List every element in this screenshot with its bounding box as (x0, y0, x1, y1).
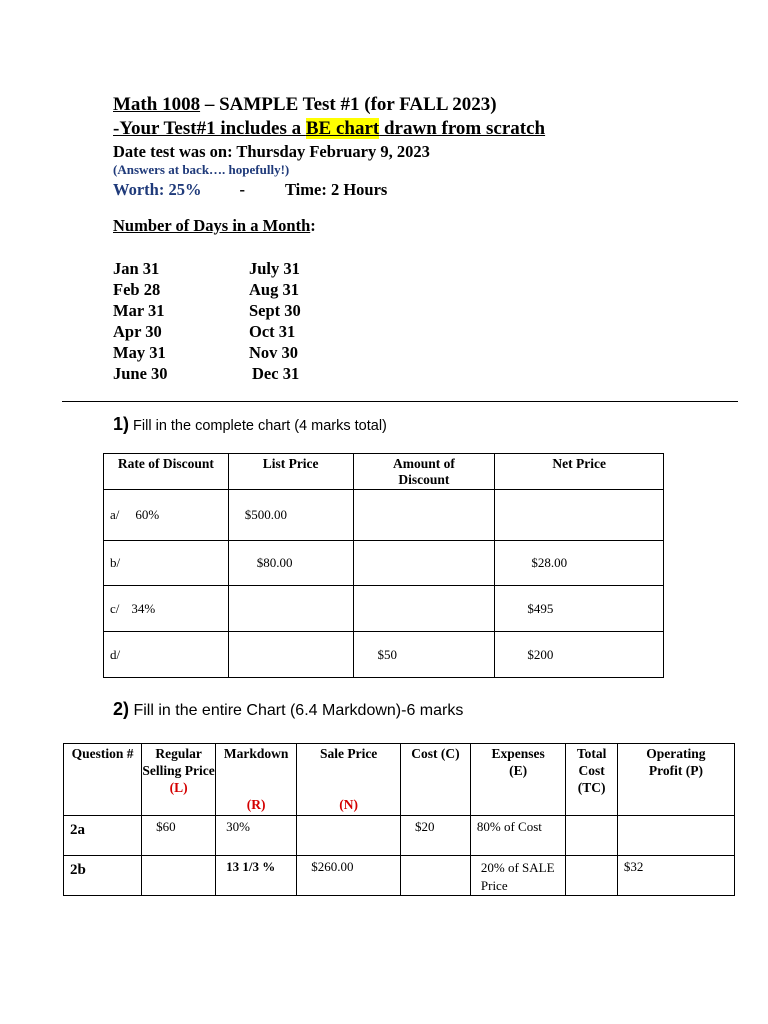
table-row (104, 490, 664, 541)
discount-table-header (104, 454, 664, 490)
header-markdown-symbol: (R) (246, 797, 266, 812)
header-total-cost (566, 744, 617, 816)
row-label: b/ (110, 555, 121, 570)
amount-cell[interactable]: $50 (353, 632, 495, 678)
days-title-text: Number of Days in a Month (113, 216, 311, 235)
rate-cell[interactable] (104, 586, 229, 632)
be-note-suffix: drawn from scratch (379, 118, 546, 139)
profit-cell[interactable]: $32 (617, 856, 734, 896)
row-label: c/ (110, 600, 120, 616)
list-price-cell[interactable]: $500.00 (228, 490, 353, 541)
rsp-cell[interactable] (142, 856, 216, 896)
month-jan: Jan 31 (113, 259, 160, 278)
net-price-cell[interactable]: $200 (495, 632, 664, 678)
header-sale-symbol: (N) (339, 797, 359, 812)
month-oct: Oct 31 (249, 322, 296, 341)
header-expenses-text: Expenses (E) (491, 746, 545, 778)
cost-cell[interactable]: $20 (401, 816, 471, 856)
section-divider (62, 401, 738, 402)
table-row (104, 541, 664, 586)
markdown-table (63, 743, 735, 896)
month-aug: Aug 31 (249, 280, 299, 299)
header-profit-text: Operating Profit (P) (646, 746, 706, 778)
be-note-prefix: -Your Test#1 includes a (113, 118, 306, 139)
cost-cell[interactable] (401, 856, 471, 896)
header-rate-of-discount: Rate of Discount (104, 454, 229, 490)
days-in-month-title (113, 216, 316, 236)
list-price-cell[interactable] (228, 632, 353, 678)
header-question-text: Question # (71, 746, 134, 761)
test-title (113, 94, 497, 116)
worth-time-line (113, 180, 387, 200)
header-tc-text: Total Cost (TC) (576, 746, 607, 795)
header-cost-text: Cost (C) (411, 746, 460, 761)
answers-note: (Answers at back…. hopefully!) (113, 162, 290, 177)
time-label: Time: 2 Hours (284, 180, 388, 199)
question-cell: 2a (64, 816, 142, 856)
rsp-cell[interactable]: $60 (142, 816, 216, 856)
days-title-colon: : (310, 216, 316, 235)
header-net-price: Net Price (495, 454, 664, 490)
header-list-price: List Price (228, 454, 353, 490)
month-apr: Apr 30 (113, 322, 162, 341)
table-row (104, 632, 664, 678)
month-dec: Dec 31 (252, 364, 300, 383)
q1-text: Fill in the complete chart (4 marks total) (129, 418, 387, 434)
q1-title (113, 414, 387, 435)
test-name: SAMPLE Test #1 (for FALL 2023) (219, 94, 497, 115)
markdown-table-header (64, 744, 735, 816)
question-cell: 2b (64, 856, 142, 896)
title-dash: – (200, 94, 220, 115)
month-feb: Feb 28 (113, 280, 161, 299)
header-markdown (216, 744, 297, 816)
sale-price-cell[interactable] (297, 816, 401, 856)
worth-label: Worth: 25% (113, 180, 202, 199)
net-price-cell[interactable] (495, 490, 664, 541)
month-mar: Mar 31 (113, 301, 165, 320)
expenses-cell[interactable]: 20% of SALE Price (470, 856, 566, 896)
q2-title (113, 699, 463, 720)
expenses-cell[interactable]: 80% of Cost (470, 816, 566, 856)
total-cost-cell[interactable] (566, 816, 617, 856)
amount-cell[interactable] (353, 541, 495, 586)
row-label: d/ (110, 646, 121, 662)
q2-number: 2) (113, 699, 130, 719)
list-price-cell[interactable] (228, 586, 353, 632)
worth-separator: - (239, 180, 245, 199)
test-date: Date test was on: Thursday February 9, 2023 (113, 142, 430, 161)
month-sep: Sept 30 (249, 301, 301, 320)
q2-text: Fill in the entire Chart (6.4 Markdown)-6 marks (129, 702, 464, 719)
rate-value: 34% (131, 600, 156, 616)
rate-cell[interactable] (104, 541, 229, 586)
q1-number: 1) (113, 414, 130, 434)
row-label: a/ (110, 507, 120, 522)
be-chart-highlight: BE chart (305, 118, 380, 139)
net-price-cell[interactable]: $495 (495, 586, 664, 632)
profit-cell[interactable] (617, 816, 734, 856)
table-row (64, 816, 735, 856)
header-expenses (470, 744, 566, 816)
net-price-cell[interactable]: $28.00 (495, 541, 664, 586)
rate-cell[interactable] (104, 632, 229, 678)
header-cost (401, 744, 471, 816)
list-price-cell[interactable]: $80.00 (228, 541, 353, 586)
amount-cell[interactable] (353, 586, 495, 632)
amount-cell[interactable] (353, 490, 495, 541)
header-operating-profit (617, 744, 734, 816)
discount-table (103, 453, 664, 678)
header-regular-selling-price (142, 744, 216, 816)
header-amount-of-discount: Amount of Discount (353, 454, 495, 490)
markdown-cell[interactable]: 13 1/3 % (216, 856, 297, 896)
table-row (104, 586, 664, 632)
sale-price-cell[interactable]: $260.00 (297, 856, 401, 896)
rate-value: 60% (135, 507, 160, 522)
header-rsp-text: Regular Selling Price (142, 746, 215, 778)
header-rsp-symbol: (L) (169, 780, 188, 795)
header-question (64, 744, 142, 816)
be-chart-note (113, 118, 545, 140)
month-jun: June 30 (113, 364, 168, 383)
table-row (64, 856, 735, 896)
rate-cell[interactable] (104, 490, 229, 541)
total-cost-cell[interactable] (566, 856, 617, 896)
markdown-cell[interactable]: 30% (216, 816, 297, 856)
header-markdown-text: Markdown (223, 746, 289, 761)
course-code: Math 1008 (113, 94, 201, 115)
header-sale-text: Sale Price (319, 746, 378, 761)
month-nov: Nov 30 (249, 343, 299, 362)
month-may: May 31 (113, 343, 166, 362)
month-jul: July 31 (249, 259, 300, 278)
header-sale-price (297, 744, 401, 816)
